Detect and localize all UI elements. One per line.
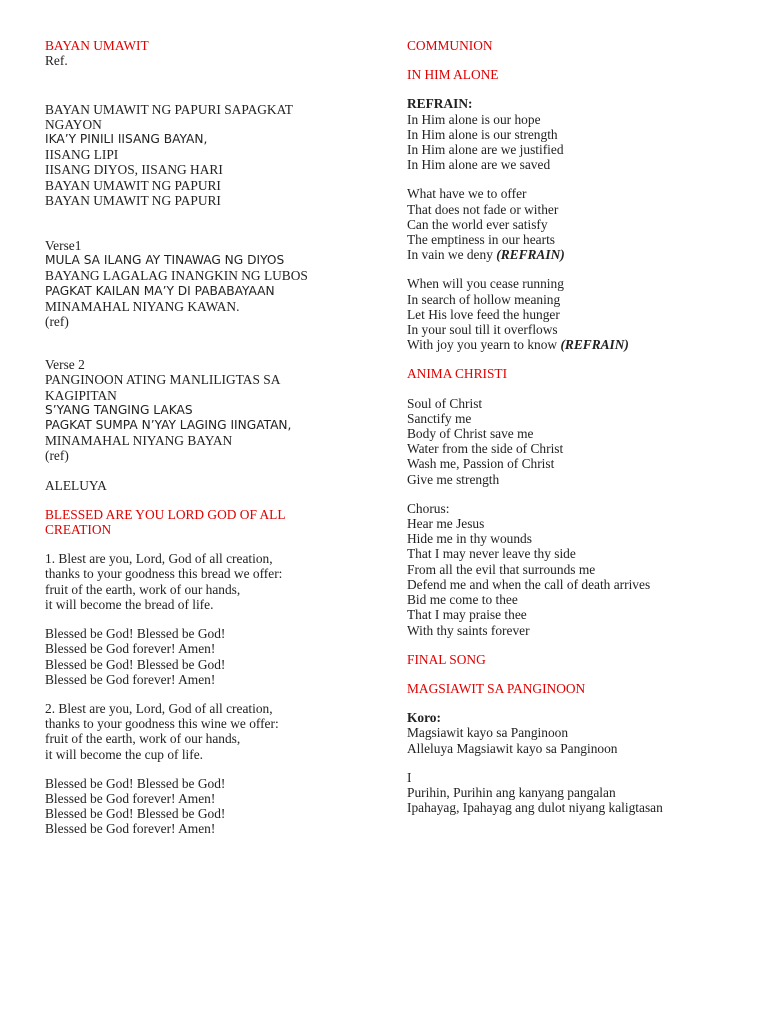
line-text: IISANG DIYOS, IISANG HARI — [45, 162, 223, 178]
lyric-line — [45, 626, 375, 641]
line-text: Blessed be God! Blessed be God! — [45, 626, 226, 642]
lyric-line — [45, 372, 375, 387]
lyric-line — [407, 770, 747, 785]
line-text: In your soul till it overflows — [407, 322, 558, 338]
line-text: Verse1 — [45, 238, 82, 254]
lyric-line — [407, 501, 747, 516]
lyric-line — [45, 268, 375, 283]
lyric-line — [407, 96, 747, 111]
lyric-line — [45, 582, 375, 597]
lyric-line — [407, 623, 747, 638]
line-text: In vain we deny — [407, 247, 497, 263]
lyric-line — [407, 562, 747, 577]
lyric-line — [45, 162, 375, 177]
line-text: Defend me and when the call of death arrives — [407, 576, 651, 592]
line-text: Soul of Christ — [407, 395, 483, 411]
line-text: BAYAN UMAWIT NG PAPURI SAPAGKAT — [45, 101, 293, 117]
lyric-line — [45, 147, 375, 162]
lyric-line — [45, 178, 375, 193]
section-heading — [407, 38, 747, 53]
lyric-line — [45, 53, 375, 68]
line-text: Give me strength — [407, 471, 500, 487]
lyric-line — [45, 776, 375, 791]
lyric-line — [45, 418, 375, 433]
line-text: (ref) — [45, 314, 69, 330]
line-text: PANGINOON ATING MANLILIGTAS SA — [45, 372, 281, 388]
lyric-line — [45, 551, 375, 566]
line-text: Koro: — [407, 710, 441, 726]
line-text: Blessed be God forever! Amen! — [45, 821, 216, 837]
lyric-line — [45, 806, 375, 821]
line-text: What have we to offer — [407, 186, 527, 202]
line-text: I — [407, 769, 412, 785]
lyric-line — [407, 292, 747, 307]
line-text: Alleluya Magsiawit kayo sa Panginoon — [407, 740, 618, 756]
line-text: 2. Blest are you, Lord, God of all creation, — [45, 700, 273, 716]
lyric-line — [407, 276, 747, 291]
line-text: BAYANG LAGALAG INANGKIN NG LUBOS — [45, 268, 308, 284]
lyric-line — [45, 357, 375, 372]
line-text: COMMUNION — [407, 38, 493, 53]
line-text: fruit of the earth, work of our hands, — [45, 731, 241, 747]
line-text: Blessed be God forever! Amen! — [45, 671, 216, 687]
line-text: That I may never leave thy side — [407, 546, 576, 562]
line-text: Bid me come to thee — [407, 592, 518, 608]
lyric-line — [45, 641, 375, 656]
line-text: Body of Christ save me — [407, 426, 534, 442]
line-text: Ipahayag, Ipahayag ang dulot niyang kaligtasan — [407, 800, 663, 816]
lyric-line — [45, 299, 375, 314]
lyric-line — [407, 441, 747, 456]
line-text: With thy saints forever — [407, 622, 530, 638]
lyric-line — [407, 710, 747, 725]
line-text: In search of hollow meaning — [407, 291, 561, 307]
lyric-line — [45, 132, 375, 147]
line-text: Blessed be God! Blessed be God! — [45, 806, 226, 822]
line-text: Hide me in thy wounds — [407, 531, 532, 547]
line-text: Purihin, Purihin ang kanyang pangalan — [407, 784, 616, 800]
lyric-line — [45, 657, 375, 672]
lyric-line — [45, 821, 375, 836]
lyric-line — [45, 747, 375, 762]
line-text: PAGKAT KAILAN MA’Y DI PABABAYAAN — [45, 283, 275, 298]
line-text: PAGKAT SUMPA N’YAY LAGING IINGATAN, — [45, 418, 292, 433]
lyric-line — [45, 193, 375, 208]
line-text: Wash me, Passion of Christ — [407, 456, 555, 472]
lyric-line — [407, 307, 747, 322]
line-text: IISANG LIPI — [45, 147, 119, 163]
section-heading — [45, 38, 375, 53]
lyric-line — [45, 388, 375, 403]
section-heading — [45, 522, 375, 537]
lyric-line — [45, 238, 375, 253]
lyric-line — [45, 117, 375, 132]
lyric-line — [45, 566, 375, 581]
lyric-line — [407, 426, 747, 441]
lyric-line — [45, 253, 375, 268]
line-text: Blessed be God! Blessed be God! — [45, 775, 226, 791]
lyric-line — [407, 127, 747, 142]
lyric-line — [407, 411, 747, 426]
lyric-line — [45, 102, 375, 117]
lyric-line — [407, 142, 747, 157]
line-text: IN HIM ALONE — [407, 67, 499, 83]
lyric-line — [407, 725, 747, 740]
lyric-line — [45, 701, 375, 716]
lyric-line — [45, 731, 375, 746]
line-text: S’YANG TANGING LAKAS — [45, 402, 193, 417]
line-text: KAGIPITAN — [45, 387, 117, 403]
refrain-marker: (REFRAIN) — [560, 337, 629, 353]
line-text: Blessed be God! Blessed be God! — [45, 656, 226, 672]
section-heading — [407, 681, 747, 696]
lyric-line — [45, 672, 375, 687]
line-text: REFRAIN: — [407, 96, 473, 112]
line-text: Blessed be God forever! Amen! — [45, 790, 216, 806]
line-text: MAGSIAWIT SA PANGINOON — [407, 680, 586, 696]
section-heading — [407, 652, 747, 667]
line-text: CREATION — [45, 522, 112, 538]
line-text: Let His love feed the hunger — [407, 306, 560, 322]
section-heading — [407, 366, 747, 381]
line-text: When will you cease running — [407, 276, 564, 292]
line-text: Chorus: — [407, 500, 450, 516]
line-text: Sanctify me — [407, 410, 472, 426]
line-text: ANIMA CHRISTI — [407, 366, 508, 382]
lyric-line — [407, 592, 747, 607]
lyric-line — [45, 433, 375, 448]
right-column — [407, 38, 747, 815]
line-text: Blessed be God forever! Amen! — [45, 641, 216, 657]
line-text: MULA SA ILANG AY TINAWAG NG DIYOS — [45, 253, 285, 268]
lyric-line — [407, 741, 747, 756]
line-text: BLESSED ARE YOU LORD GOD OF ALL — [45, 506, 286, 522]
line-text: MINAMAHAL NIYANG KAWAN. — [45, 298, 240, 314]
lyric-line — [407, 337, 747, 352]
line-text: it will become the cup of life. — [45, 746, 204, 762]
refrain-marker: (REFRAIN) — [496, 247, 565, 263]
line-text: That I may praise thee — [407, 607, 527, 623]
lyric-line — [407, 247, 747, 262]
lyric-line — [407, 157, 747, 172]
lyric-line — [45, 716, 375, 731]
section-heading — [407, 67, 747, 82]
line-text: That does not fade or wither — [407, 201, 559, 217]
lyric-line — [45, 68, 375, 83]
line-text: Can the world ever satisfy — [407, 216, 548, 232]
lyric-line — [407, 800, 747, 815]
line-text: ALELUYA — [45, 477, 107, 493]
lyric-line — [407, 577, 747, 592]
line-text: In Him alone is our strength — [407, 126, 558, 142]
left-column — [45, 38, 375, 837]
lyric-line — [45, 314, 375, 329]
line-text: With joy you yearn to know — [407, 337, 561, 353]
line-text: In Him alone are we justified — [407, 142, 564, 158]
line-text: thanks to your goodness this wine we offer: — [45, 716, 279, 732]
lyric-line — [45, 597, 375, 612]
line-text: MINAMAHAL NIYANG BAYAN — [45, 433, 233, 449]
lyric-line — [407, 186, 747, 201]
line-text: FINAL SONG — [407, 651, 486, 667]
line-text: From all the evil that surrounds me — [407, 561, 596, 577]
line-text: BAYAN UMAWIT — [45, 38, 149, 53]
line-text: IKA’Y PINILI IISANG BAYAN, — [45, 132, 208, 147]
lyric-line — [407, 785, 747, 800]
lyric-line — [407, 232, 747, 247]
line-text: In Him alone is our hope — [407, 111, 541, 127]
lyric-line — [407, 396, 747, 411]
lyric-line — [407, 112, 747, 127]
line-text: it will become the bread of life. — [45, 596, 214, 612]
line-text: In Him alone are we saved — [407, 157, 551, 173]
line-text: Ref. — [45, 53, 68, 69]
line-text: Water from the side of Christ — [407, 441, 564, 457]
line-text: (ref) — [45, 448, 69, 464]
line-text: BAYAN UMAWIT NG PAPURI — [45, 177, 221, 193]
line-text: thanks to your goodness this bread we offer: — [45, 566, 283, 582]
lyric-line — [407, 322, 747, 337]
lyric-line — [45, 478, 375, 493]
line-text: fruit of the earth, work of our hands, — [45, 581, 241, 597]
section-heading — [45, 507, 375, 522]
lyric-line — [407, 531, 747, 546]
line-text: NGAYON — [45, 116, 102, 132]
lyric-line — [45, 448, 375, 463]
line-text: Magsiawit kayo sa Panginoon — [407, 725, 569, 741]
lyric-line — [407, 456, 747, 471]
lyric-line — [45, 284, 375, 299]
lyric-line — [45, 403, 375, 418]
line-text: Hear me Jesus — [407, 516, 485, 532]
lyric-line — [407, 607, 747, 622]
line-text: BAYAN UMAWIT NG PAPURI — [45, 192, 221, 208]
line-text: The emptiness in our hearts — [407, 232, 556, 248]
lyric-line — [407, 546, 747, 561]
lyric-line — [407, 217, 747, 232]
line-text: 1. Blest are you, Lord, God of all creation, — [45, 551, 273, 567]
line-text: Verse 2 — [45, 357, 85, 373]
lyric-line — [45, 791, 375, 806]
lyric-line — [407, 202, 747, 217]
lyric-line — [407, 516, 747, 531]
lyric-line — [407, 472, 747, 487]
